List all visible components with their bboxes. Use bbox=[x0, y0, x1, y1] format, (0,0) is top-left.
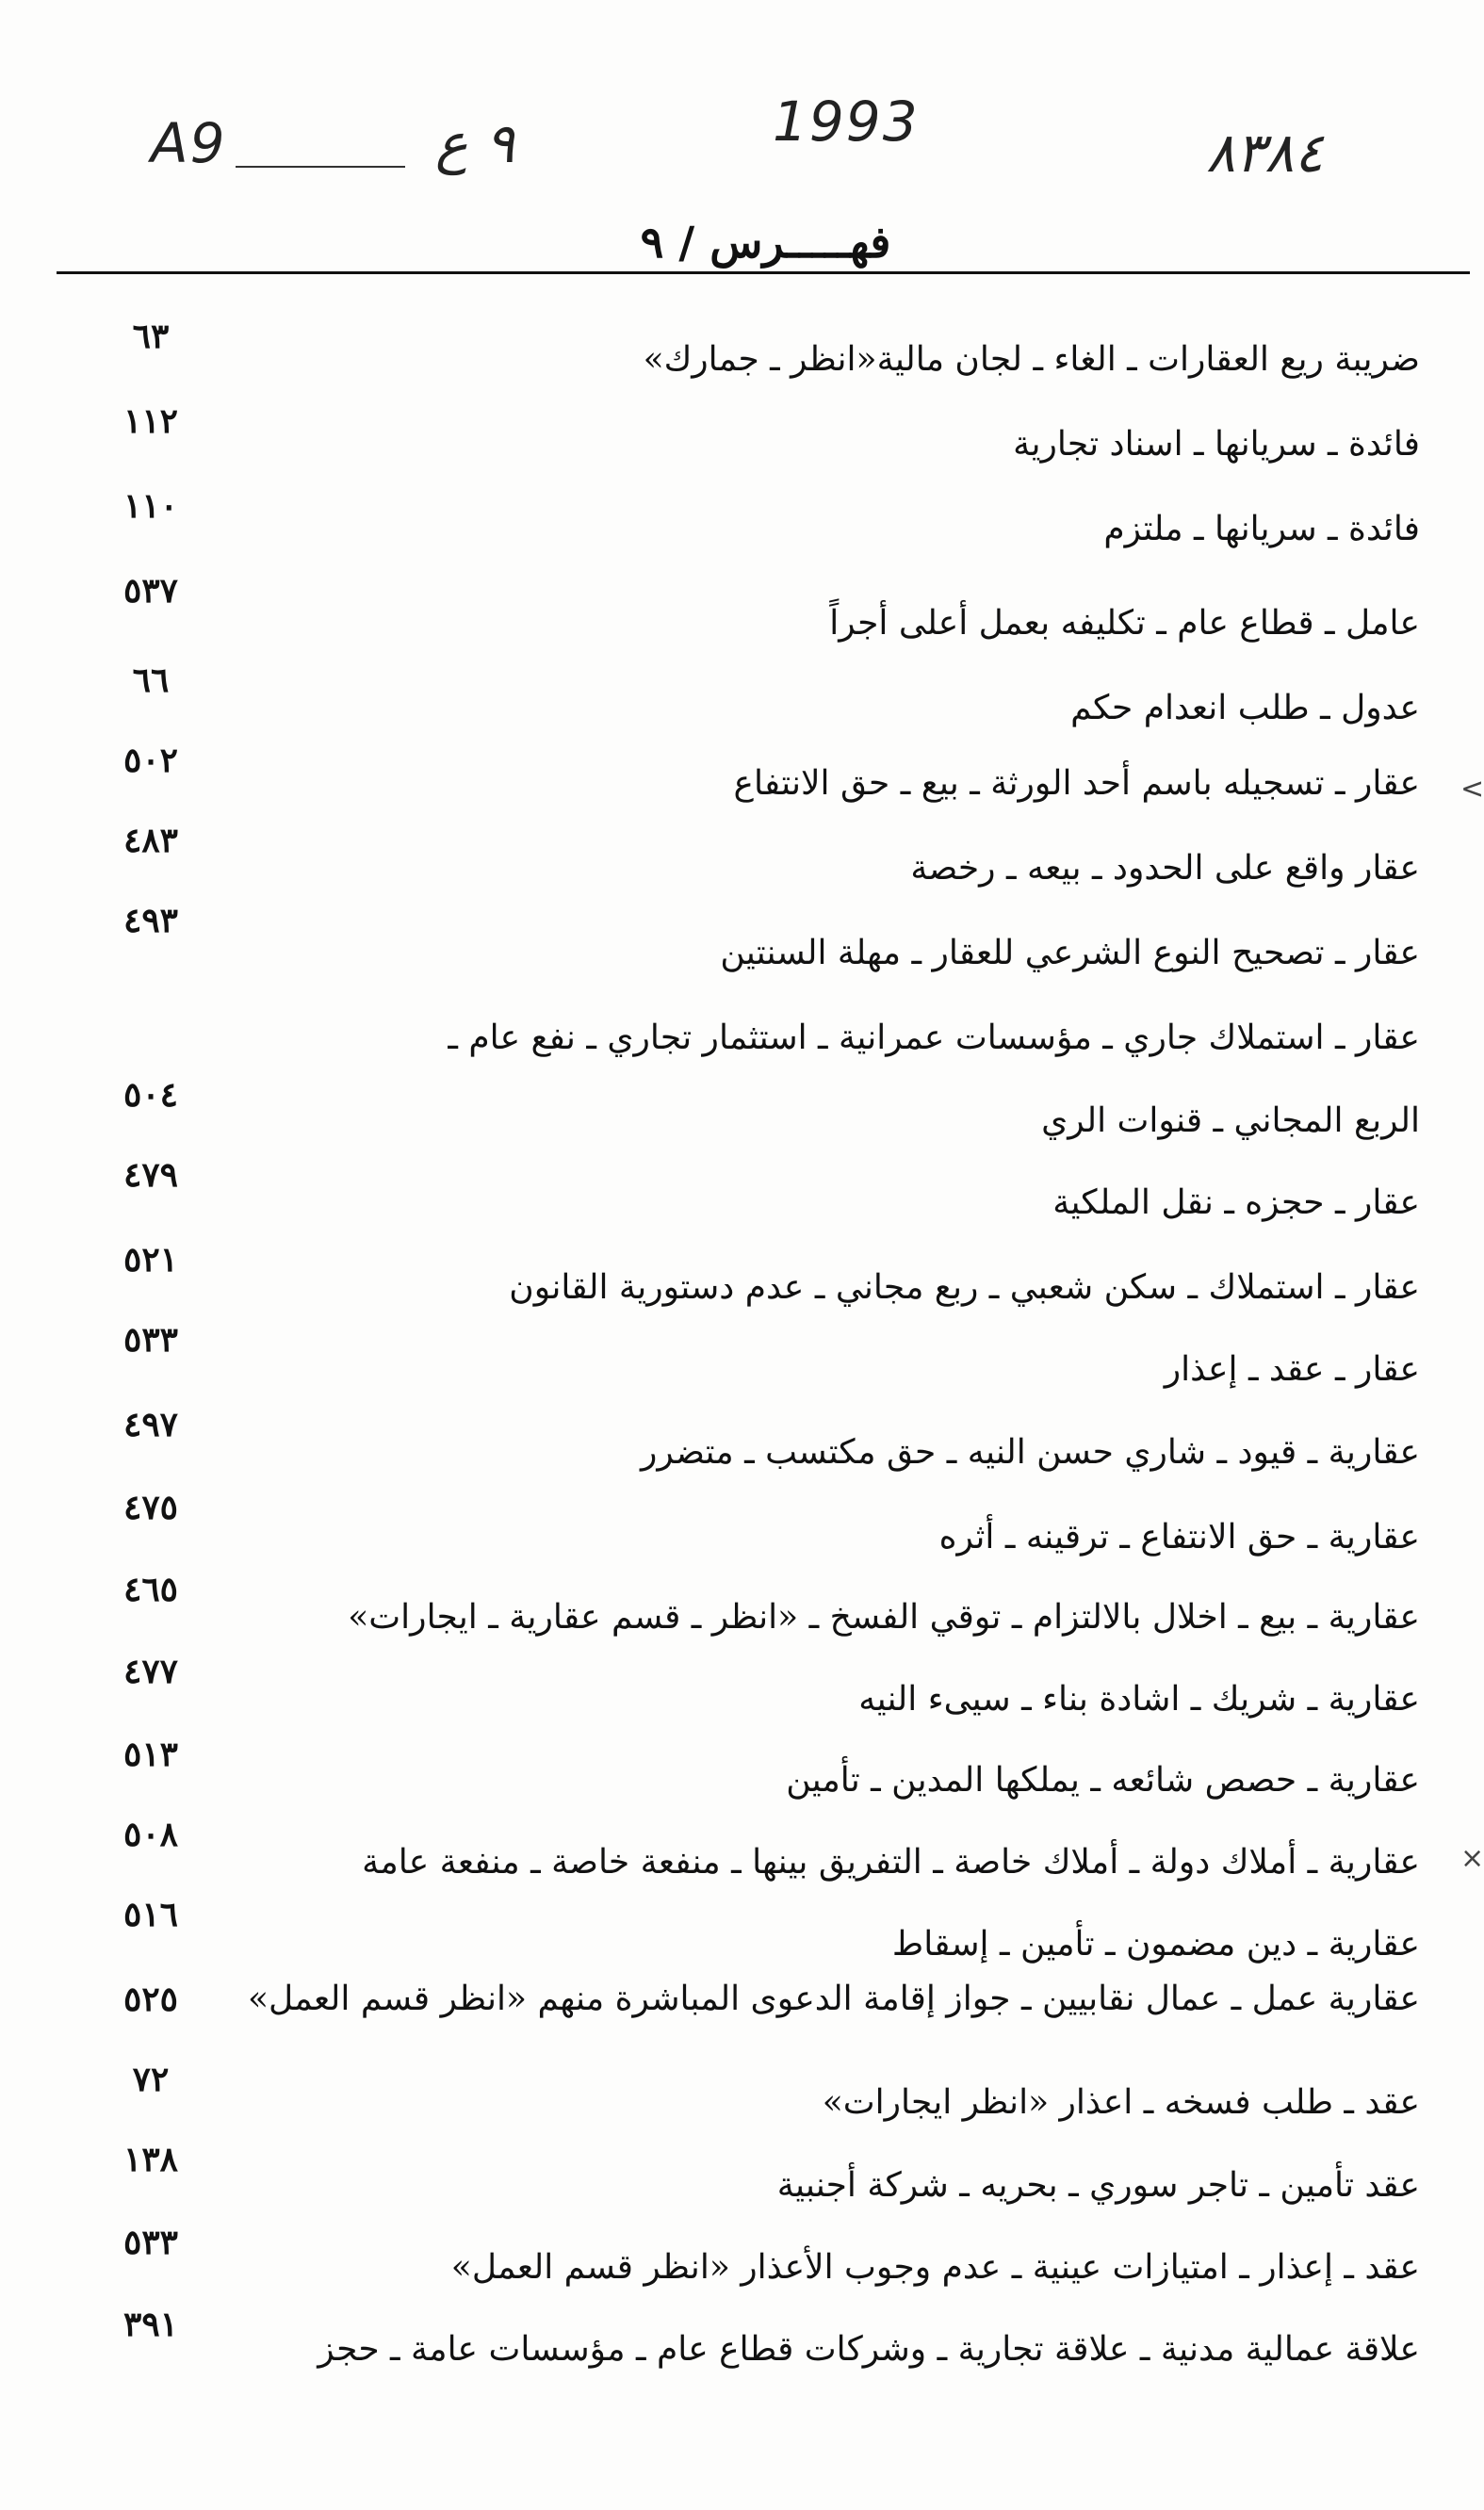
entry-text: فائدة ـ سريانها ـ اسناد تجارية bbox=[1013, 425, 1420, 464]
entry-page-number: ٤٦٥ bbox=[122, 1570, 178, 1609]
entry-page-number: ٤٧٥ bbox=[122, 1488, 178, 1527]
entry-text: عقارية عمل ـ عمال نقابيين ـ جواز إقامة الدعوى المباشرة منهم «انظر قسم العمل» bbox=[247, 1980, 1420, 2018]
entry-page-number: ٥٠٢ bbox=[122, 741, 178, 780]
entry-text: عدول ـ طلب انعدام حكم bbox=[1070, 689, 1420, 727]
entry-text: عقار ـ تسجيله باسم أحد الورثة ـ بيع ـ حق الانتفاع bbox=[733, 764, 1420, 803]
entry-text: ضريبة ريع العقارات ـ الغاء ـ لجان مالية«انظر ـ جمارك» bbox=[643, 340, 1420, 379]
entry-text: علاقة عمالية مدنية ـ علاقة تجارية ـ وشركات قطاع عام ـ مؤسسات عامة ـ حجز bbox=[318, 2330, 1420, 2369]
entry-text: عقار ـ استملاك جاري ـ مؤسسات عمرانية ـ استثمار تجاري ـ نفع عام ـ bbox=[448, 1019, 1420, 1057]
entry-text: عقارية ـ دين مضمون ـ تأمين ـ إسقاط bbox=[891, 1925, 1420, 1964]
entry-text: عقار ـ عقد ـ إعذار bbox=[1164, 1350, 1420, 1389]
entry-page-number: ١١٠ bbox=[122, 486, 178, 526]
margin-mark-cross: × bbox=[1460, 1842, 1484, 1875]
entry-text: فائدة ـ سريانها ـ ملتزم bbox=[1103, 510, 1420, 548]
handwritten-note-year: 1993 bbox=[773, 90, 920, 154]
entry-page-number: ٥٣٣ bbox=[122, 2223, 178, 2262]
entry-page-number: ٥٢٥ bbox=[122, 1980, 178, 2019]
entry-text: عقار ـ استملاك ـ سكن شعبي ـ ربع مجاني ـ عدم دستورية القانون bbox=[509, 1268, 1420, 1307]
entry-page-number: ٤٧٧ bbox=[122, 1652, 178, 1691]
entry-page-number: ١٣٨ bbox=[122, 2140, 178, 2179]
entry-page-number: ٥١٣ bbox=[122, 1735, 178, 1774]
entry-text: عقارية ـ شريك ـ اشادة بناء ـ سيىء النيه bbox=[858, 1680, 1420, 1719]
entry-text: عقارية ـ أملاك دولة ـ أملاك خاصة ـ التفريق بينها ـ منفعة خاصة ـ منفعة عامة bbox=[362, 1843, 1420, 1882]
entry-page-number: ٤٧٩ bbox=[122, 1155, 178, 1195]
page-title: فهـــــرس / ٩ bbox=[640, 217, 891, 268]
entry-page-number: ٣٩١ bbox=[122, 2305, 178, 2344]
entry-text: عامل ـ قطاع عام ـ تكليفه بعمل أعلى أجراً bbox=[829, 604, 1420, 643]
entry-text: عقد تأمين ـ تاجر سوري ـ بحريه ـ شركة أجنبية bbox=[776, 2166, 1420, 2205]
entry-page-number: ٥٠٤ bbox=[122, 1075, 178, 1115]
entry-text: عقد ـ إعذار ـ امتيازات عينية ـ عدم وجوب الأعذار «انظر قسم العمل» bbox=[450, 2248, 1420, 2287]
margin-mark-chevron: < bbox=[1460, 773, 1484, 806]
entry-page-number: ٧٢ bbox=[132, 2060, 170, 2099]
entry-text: عقارية ـ حق الانتفاع ـ ترقينه ـ أثره bbox=[938, 1518, 1420, 1557]
entry-text: عقارية ـ قيود ـ شاري حسن النيه ـ حق مكتسب ـ متضرر bbox=[641, 1433, 1420, 1472]
handwritten-note-center-left: ٩ ع bbox=[435, 111, 515, 175]
entry-text: عقارية ـ بيع ـ اخلال بالالتزام ـ توقي الفسخ ـ «انظر ـ قسم عقارية ـ ايجارات» bbox=[348, 1598, 1420, 1637]
entry-page-number: ٥١٦ bbox=[122, 1895, 178, 1934]
entry-text: عقد ـ طلب فسخه ـ اعذار «انظر ايجارات» bbox=[822, 2083, 1420, 2122]
entry-page-number: ٦٣ bbox=[132, 317, 170, 356]
entry-page-number: ١١٢ bbox=[122, 401, 178, 441]
entry-text: الربع المجاني ـ قنوات الري bbox=[1041, 1101, 1420, 1140]
entry-page-number: ٥٣٧ bbox=[122, 571, 178, 611]
entry-page-number: ٥٣٣ bbox=[122, 1320, 178, 1360]
entry-page-number: ٥٢١ bbox=[122, 1240, 178, 1279]
entry-page-number: ٤٨٣ bbox=[122, 821, 178, 860]
entry-page-number: ٤٩٣ bbox=[122, 901, 178, 940]
handwritten-note-right: ٨٣٨٤ bbox=[1206, 121, 1324, 185]
entry-page-number: ٥٠٨ bbox=[122, 1815, 178, 1854]
entry-text: عقارية ـ حصص شائعه ـ يملكها المدين ـ تأمين bbox=[786, 1761, 1420, 1800]
entry-page-number: ٤٩٧ bbox=[122, 1405, 178, 1444]
handwritten-note-left: A9 bbox=[151, 111, 227, 175]
entry-text: عقار واقع على الحدود ـ بيعه ـ رخصة bbox=[910, 849, 1420, 888]
entry-page-number: ٦٦ bbox=[132, 660, 170, 700]
entry-text: عقار ـ حجزه ـ نقل الملكية bbox=[1052, 1183, 1420, 1222]
entry-text: عقار ـ تصحيح النوع الشرعي للعقار ـ مهلة السنتين bbox=[720, 934, 1420, 972]
